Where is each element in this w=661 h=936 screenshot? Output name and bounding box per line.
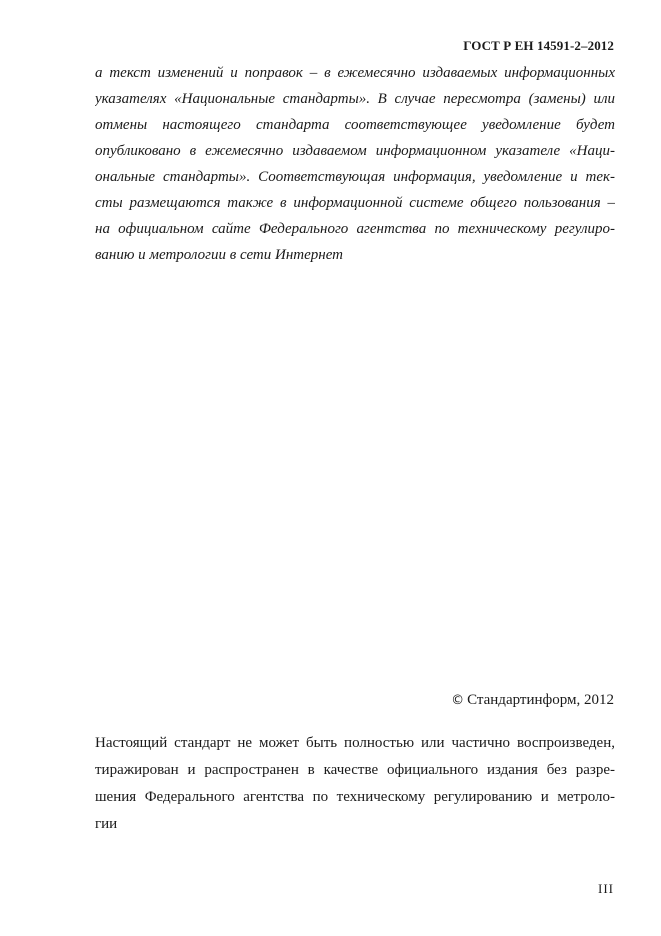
copyright-notice: [451, 692, 614, 709]
page-number: III: [598, 881, 614, 896]
copyright-icon: ©: [451, 693, 465, 708]
notice-line-2: тиражирован и распространен в качестве официального издания без разре-: [95, 762, 615, 778]
reproduction-notice-paragraph: [95, 730, 615, 838]
info-line-6: сты размещаются также в информационной системе общего пользования –: [95, 195, 615, 211]
copyright-text: Стандартинформ, 2012: [467, 692, 614, 708]
info-line-7: на официальном сайте Федерального агентства по техническому регулиро-: [95, 221, 615, 237]
info-line-4: опубликовано в ежемесячно издаваемом информационном указателе «Наци-: [95, 143, 615, 159]
info-line-2: указателях «Национальные стандарты». В случае пересмотра (замены) или: [95, 91, 615, 107]
info-line-3: отмены настоящего стандарта соответствующее уведомление будет: [95, 117, 615, 133]
document-code-header: ГОСТ Р ЕН 14591-2–2012: [463, 38, 614, 53]
notice-line-4: гии: [95, 816, 118, 832]
notice-line-3: шения Федерального агентства по техническому регулированию и метроло-: [95, 789, 615, 805]
info-line-1: а текст изменений и поправок – в ежемесячно издаваемых информационных: [95, 65, 615, 81]
info-paragraph: [95, 60, 615, 268]
info-line-5: ональные стандарты». Соответствующая информация, уведомление и тек-: [95, 169, 615, 185]
notice-line-1: Настоящий стандарт не может быть полностью или частично воспроизведен,: [95, 735, 615, 751]
info-line-8: ванию и метрологии в сети Интернет: [95, 247, 344, 263]
